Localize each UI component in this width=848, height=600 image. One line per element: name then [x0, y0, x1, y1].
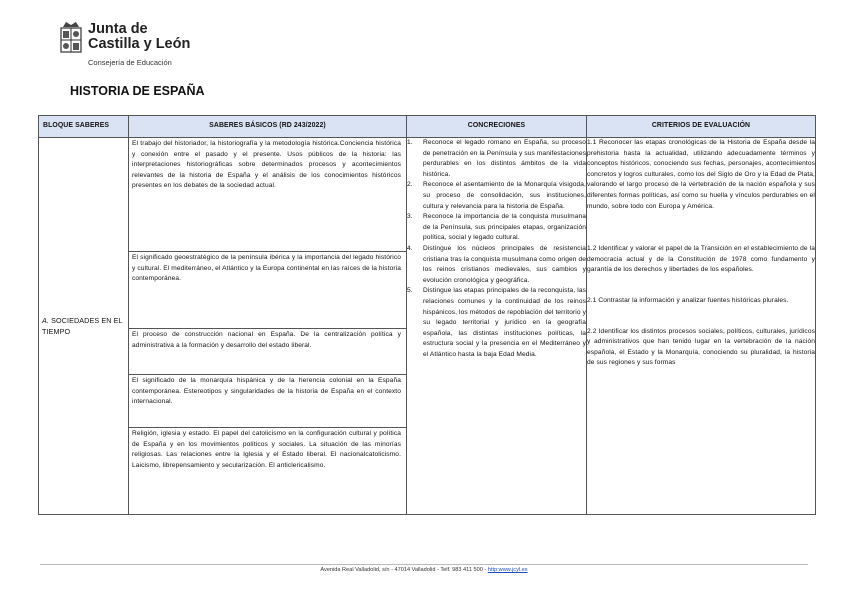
- saber-item: El proceso de construcción nacional en España. De la centralización política y administrativa a la formación y desarrollo del estado liberal.: [129, 329, 406, 375]
- concrecion-item: [407, 286, 586, 360]
- header-bloque: BLOQUE SABERES: [39, 116, 129, 138]
- saber-item: Religión, iglesia y estado. El papel del catolicismo en la configuración cultural y política de España y en los movimientos políticos y sociales. La situación de las minorías religiosas. Las relaciones entre la Iglesia y el Estado liberal. El nacionalcatolicismo. Laicismo, librepensamiento y secularización. El anticlericalismo.: [132, 430, 401, 469]
- header-saberes: SABERES BÁSICOS (RD 243/2022): [129, 116, 407, 138]
- footer-link[interactable]: http:www.jcyl.es: [487, 567, 528, 573]
- bloque-cell: [39, 138, 129, 515]
- footer: [0, 567, 848, 573]
- criterio-item: 1.1 Reconocer las etapas cronológicas de la Historia de España desde la prehistoria hasta la actualidad, utilizando adecuadamente términos y conceptos históricos, conociendo sus fechas, personajes, acontecimientos concretos y logros culturales, como los del Siglo de Oro y la Edad de Plata, valorando el largo proceso de la vertebración de la nación española y sus diferentes formas políticas, así como su huella y vínculos perdurables en el mundo, sobre todo con Europa y América.: [587, 139, 815, 210]
- saber-item: El significado de la monarquía hispánica y de la herencia colonial en la España contemporánea. Estereotipos y singularidades de la historia de España en el contexto internacional.: [129, 375, 406, 428]
- footer-divider: [40, 564, 808, 565]
- concrecion-text: Distingue los núcleos principales de resistencia cristiana tras la conquista musulmana como origen de los reinos cristianos medievales, sus cambios y evolución cronológica y geográfica.: [423, 244, 586, 284]
- criterios-cell: [587, 138, 816, 515]
- footer-address: Avenida Real Valladolid, s/n - 47014 Valladolid - Telf. 983 411 500 -: [320, 567, 488, 573]
- concrecion-number: 4.: [407, 244, 413, 252]
- concrecion-text: Reconoce el legado romano en España, su proceso de penetración en la Península y sus manifestaciones perdurables en los distintos ámbitos de la vida histórica.: [423, 139, 586, 178]
- table-header-row: [39, 116, 816, 138]
- concrecion-text: Distingue las etapas principales de la reconquista, las relaciones comunes y la continuidad de los reinos hispánicos, los métodos de repoblación del territorio y su legado territorial y jurídico en la geografía española, las distintas instituciones políticas, la estructura social y la presencia en el Mediterráneo y el Atlántico hasta la baja Edad Media.: [423, 287, 586, 358]
- header-concreciones: CONCRECIONES: [407, 116, 587, 138]
- concreciones-cell: [407, 138, 587, 515]
- table-row: [39, 138, 816, 515]
- concrecion-text: Reconoce la importancia de la conquista musulmana de la Península, sus principales etapas, organización política, social y legado cultural.: [423, 213, 586, 242]
- concrecion-number: 1.: [407, 139, 413, 146]
- concrecion-number: 2.: [407, 181, 413, 189]
- bloque-letter: A.: [42, 316, 49, 325]
- page-title: HISTORIA DE ESPAÑA: [70, 84, 205, 98]
- curriculum-table: [38, 115, 816, 515]
- logo: [60, 20, 270, 80]
- concrecion-text: Reconoce el asentamiento de la Monarquía visigoda, su proceso de consolidación, sus instituciones, cultura y relevancia para la historia de España.: [423, 181, 586, 210]
- org-line-1: Junta de: [88, 21, 148, 37]
- criterio-item: 2.2 Identificar los distintos procesos sociales, políticos, culturales, jurídicos y administrativos que han tenido lugar en la vertebración de la nación española, el Estado y la Monarquía, conociendo su pluralidad, la historia de sus regiones y sus formas: [587, 327, 815, 367]
- concrecion-number: 5.: [407, 287, 413, 295]
- concrecion-number: 3.: [407, 213, 413, 221]
- saberes-cell: [129, 138, 407, 515]
- concrecion-item: [407, 212, 586, 244]
- header-criterios: CRITERIOS DE EVALUACIÓN: [587, 116, 816, 138]
- criterio-item: 1.2 Identificar y valorar el papel de la Transición en el establecimiento de la democracia actual y de la Constitución de 1978 como fundamento y garantía de los derechos y libertades de los españoles.: [587, 245, 815, 274]
- bloque-name: SOCIEDADES EN EL TIEMPO: [42, 316, 123, 336]
- criterio-item: 2.1 Contrastar la información y analizar fuentes históricas plurales.: [587, 296, 789, 304]
- org-line-2: Castilla y León: [88, 36, 191, 52]
- concrecion-item: [407, 244, 586, 286]
- saber-item: El trabajo del historiador, la historiografía y la metodología histórica.Conciencia histórica y conexión entre el pasado y el presente. Usos públicos de la historia: las interpretaciones historiográficas sobre determinados procesos y acontecimientos relevantes de la historia de España y el análisis de los conocimientos históricos presentes en los debates de la sociedad actual.: [129, 138, 406, 252]
- org-subtitle: Consejería de Educación: [88, 58, 172, 67]
- concrecion-item: [407, 180, 586, 212]
- org-name: [88, 22, 190, 52]
- concrecion-item: [407, 138, 586, 180]
- coat-of-arms-icon: [60, 21, 82, 53]
- saber-item: El significado geoestratégico de la península ibérica y la importancia del legado histórico y cultural. El mediterráneo, el Atlántico y la Europa continental en las raíces de la historia contemporánea.: [129, 252, 406, 329]
